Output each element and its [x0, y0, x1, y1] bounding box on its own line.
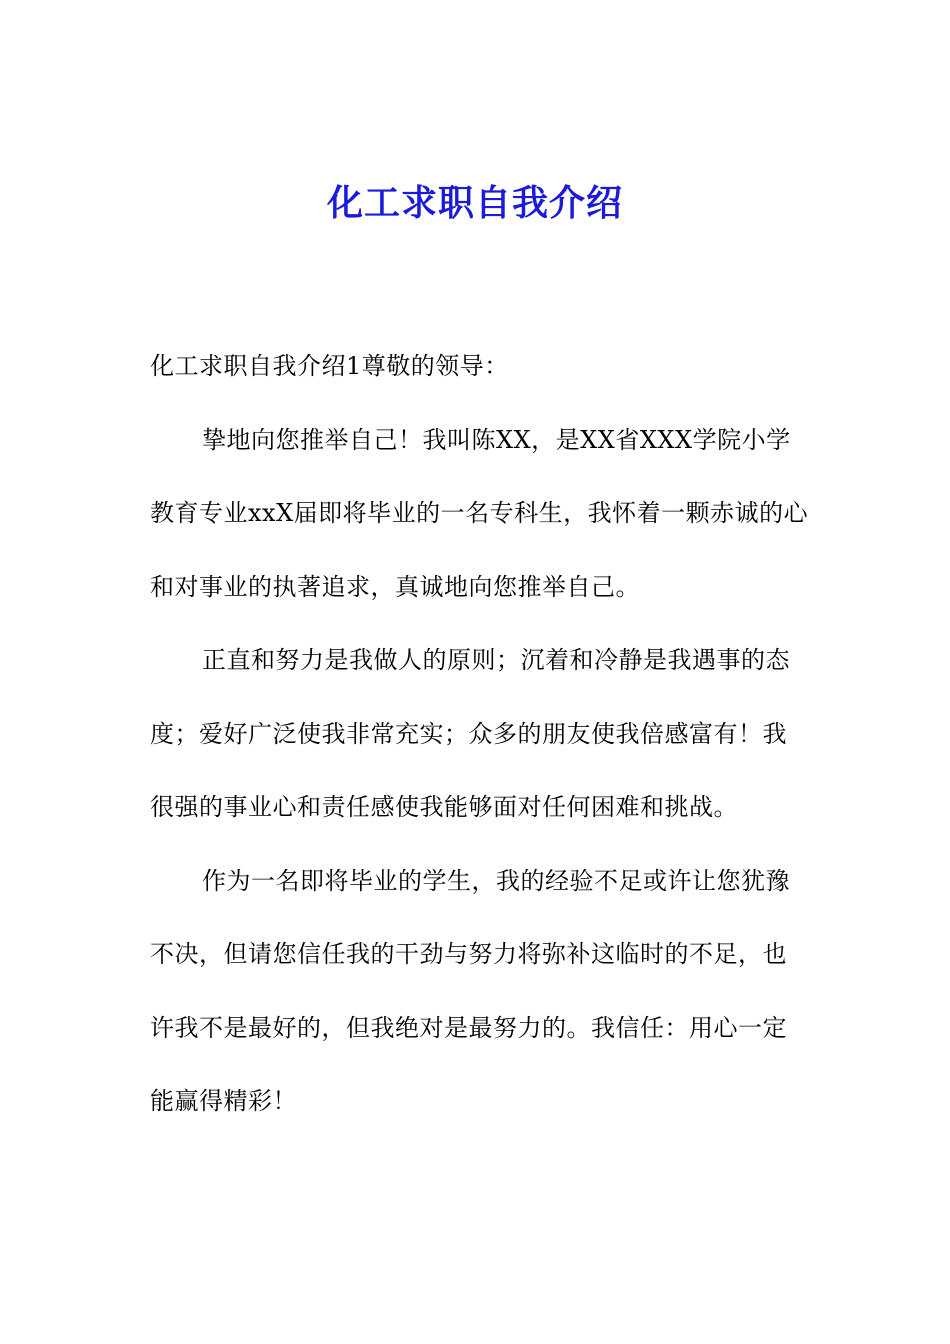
paragraph-greeting: 化工求职自我介绍1尊敬的领导：: [150, 352, 509, 380]
paragraph-closing: 作为一名即将毕业的学生，我的经验不足或许让您犹豫不决，但请您信任我的干劲与努力将弥补这临时的不足，也许我不是最好的，但我绝对是最努力的。我信任：用心一定能赢得精彩！: [150, 866, 790, 1115]
paragraph-character: 正直和努力是我做人的原则；沉着和冷静是我遇事的态度；爱好广泛使我非常充实；众多的朋友使我倍感富有！我很强的事业心和责任感使我能够面对任何困难和挑战。: [150, 646, 790, 821]
paragraph-introduction: 挚地向您推举自己！我叫陈XX，是XX省XXX学院小学教育专业xxX届即将毕业的一名专科生，我怀着一颗赤诚的心和对事业的执著追求，真诚地向您推举自己。: [150, 425, 809, 601]
document-body: [150, 330, 810, 1139]
document-title: 化工求职自我介绍: [326, 182, 623, 224]
